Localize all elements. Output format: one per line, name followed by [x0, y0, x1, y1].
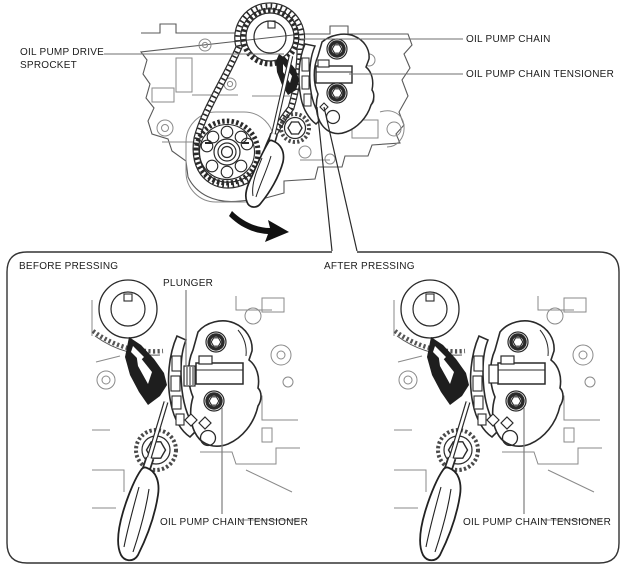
engine-front-view — [104, 6, 463, 251]
plunger — [184, 366, 195, 386]
label-oil-pump-chain-tensioner: OIL PUMP CHAIN TENSIONER — [466, 69, 615, 80]
idler-gear — [281, 114, 309, 142]
label-oil-pump-chain: OIL PUMP CHAIN — [466, 34, 551, 45]
label-before-tensioner: OIL PUMP CHAIN TENSIONER — [160, 517, 309, 528]
label-after-tensioner: OIL PUMP CHAIN TENSIONER — [463, 517, 612, 528]
plunger-pressed — [489, 365, 498, 383]
label-before-pressing: BEFORE PRESSING — [19, 261, 119, 272]
label-after-pressing: AFTER PRESSING — [324, 261, 415, 272]
rotation-arrow-icon — [229, 211, 289, 242]
label-oil-pump-drive-sprocket: OIL PUMP DRIVE SPROCKET — [20, 47, 105, 71]
label-plunger: PLUNGER — [163, 278, 214, 289]
